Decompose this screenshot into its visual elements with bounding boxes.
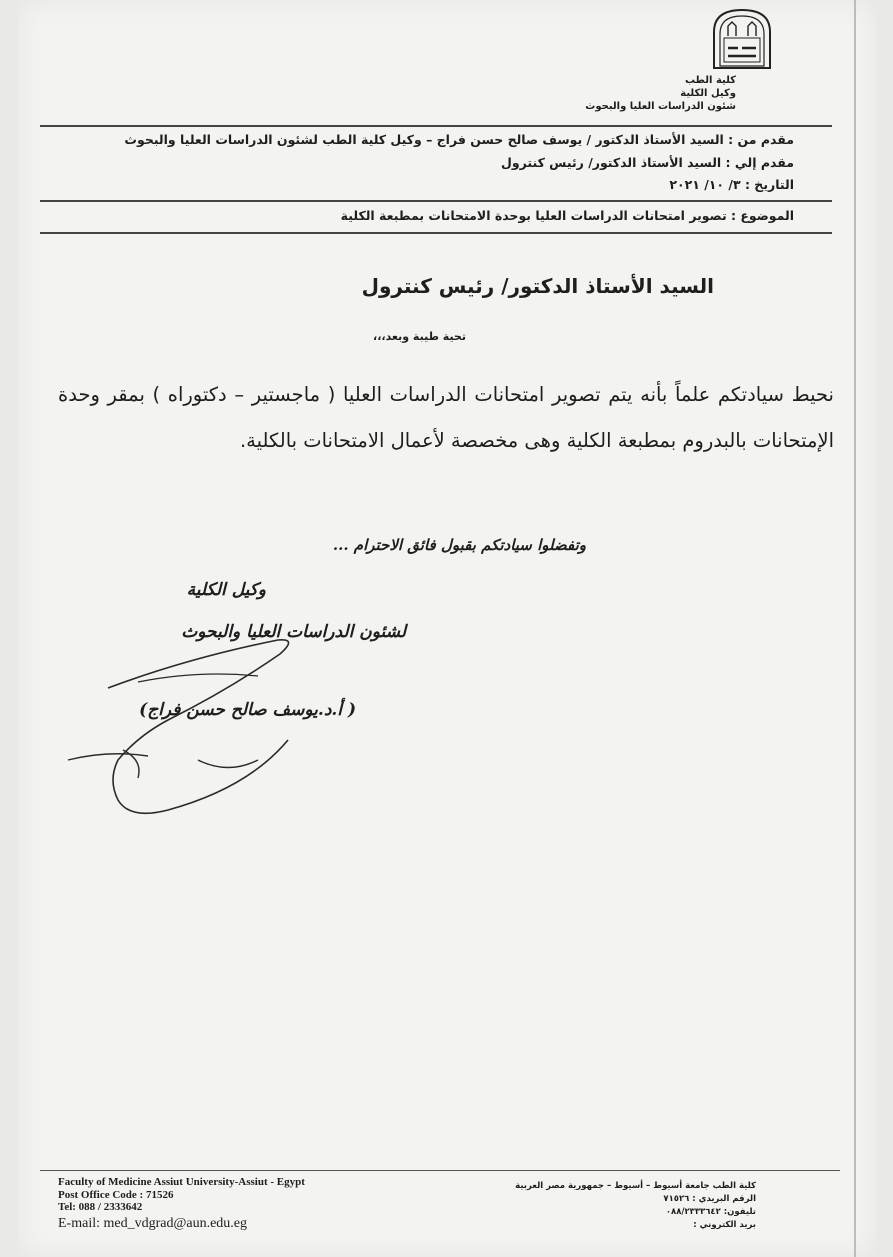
letter-page (18, 0, 876, 1257)
memo-to: مقدم إلي : السيد الأستاذ الدكتور/ رئيس كنترول (500, 155, 794, 170)
signature-title-2: لشئون الدراسات العليا والبحوث (181, 622, 406, 642)
institution-header (585, 74, 736, 113)
institution-line: كلية الطب (684, 75, 736, 86)
memo-date: التاريخ : ٣/ ١٠/ ٢٠٢١ (669, 177, 794, 192)
greeting: تحية طيبة وبعد،،، (373, 330, 466, 343)
footer-line: Post Office Code : 71526 (58, 1188, 174, 1201)
footer-line: Faculty of Medicine Assiut University-Assiut - Egypt (58, 1176, 305, 1188)
meta-divider (40, 200, 832, 202)
footer-email: E-mail: med_vdgrad@aun.edu.eg (58, 1215, 247, 1231)
footer-line: بريد الكتروني : (693, 1220, 756, 1230)
salutation: السيد الأستاذ الدكتور/ رئيس كنترول (361, 274, 714, 298)
footer-arabic (515, 1180, 756, 1232)
handwritten-signature (48, 610, 378, 830)
header-divider (40, 125, 832, 127)
footer-divider (40, 1170, 840, 1171)
subject-divider (40, 232, 832, 234)
footer-line: تليفون: ٠٨٨/٢٣٣٣٦٤٢ (665, 1207, 756, 1217)
signature-title-1: وكيل الكلية (186, 580, 266, 600)
memo-subject: الموضوع : تصوير امتحانات الدراسات العليا بوحدة الامتحانات بمطبعة الكلية (340, 208, 794, 223)
footer-line: كلية الطب جامعة أسيوط – أسيوط – جمهورية مصر العربية (515, 1181, 756, 1191)
assiut-university-logo (708, 6, 776, 70)
footer-english (58, 1176, 305, 1230)
footer-line: Tel: 088 / 2333642 (58, 1201, 143, 1213)
letter-body: نحيط سيادتكم علماً بأنه يتم تصوير امتحانات الدراسات العليا ( ماجستير – دكتوراه ) بمقر وحدة الإمتحانات بالبدروم بمطبعة الكلية وهى مخصصة لأعمال الامتحانات بالكلية. (58, 383, 834, 452)
institution-line: وكيل الكلية (680, 88, 736, 99)
footer-line: الرقم البريدي : ٧١٥٢٦ (663, 1194, 756, 1204)
closing-line: وتفضلوا سيادتكم بقبول فائق الاحترام ... (332, 536, 586, 554)
page-edge (854, 0, 856, 1257)
memo-from: مقدم من : السيد الأستاذ الدكتور / يوسف صالح حسن فراج – وكيل كلية الطب لشئون الدراسات العليا والبحوث (124, 132, 794, 147)
institution-line: شئون الدراسات العليا والبحوث (585, 101, 736, 112)
signature-name: ( أ.د.يوسف صالح حسن فراج) (139, 700, 356, 720)
